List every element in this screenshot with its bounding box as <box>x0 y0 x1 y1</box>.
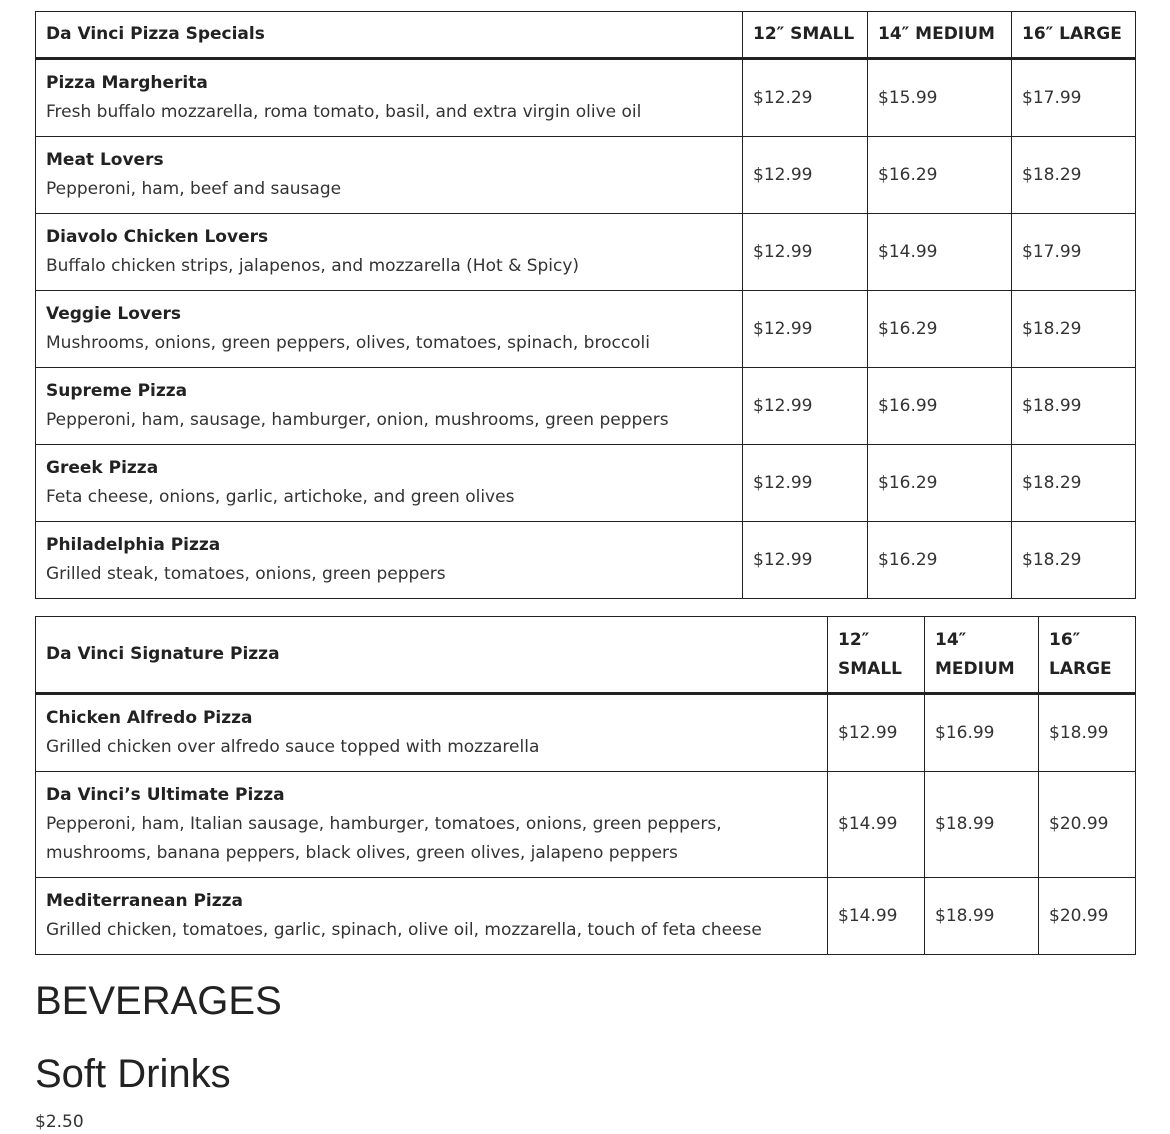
table-row <box>36 445 1136 522</box>
item-name: Philadelphia Pizza <box>46 535 221 555</box>
item-cell <box>36 137 743 214</box>
table-row <box>36 368 1136 445</box>
column-header-large: 16″ LARGE <box>1039 617 1136 694</box>
price-medium: $16.29 <box>868 137 1012 214</box>
price-large: $20.99 <box>1039 878 1136 955</box>
table-row <box>36 694 1136 772</box>
item-name: Da Vinci’s Ultimate Pizza <box>46 785 285 805</box>
item-cell <box>36 368 743 445</box>
item-description: Grilled steak, tomatoes, onions, green peppers <box>46 564 446 584</box>
table-header-row <box>36 12 1136 59</box>
item-description: Buffalo chicken strips, jalapenos, and mozzarella (Hot & Spicy) <box>46 256 580 276</box>
price-small: $12.99 <box>743 445 868 522</box>
price-small: $14.99 <box>828 878 925 955</box>
column-header-medium: 14″ MEDIUM <box>868 12 1012 59</box>
table-row <box>36 878 1136 955</box>
item-description: Pepperoni, ham, Italian sausage, hamburger, tomatoes, onions, green peppers, mushrooms, banana peppers, black olives, green olives, jalapeno peppers <box>46 814 722 863</box>
column-header-small: 12″ SMALL <box>828 617 925 694</box>
item-name: Chicken Alfredo Pizza <box>46 708 253 728</box>
item-name: Greek Pizza <box>46 458 159 478</box>
item-name: Supreme Pizza <box>46 381 188 401</box>
item-name: Meat Lovers <box>46 150 164 170</box>
item-cell <box>36 214 743 291</box>
price-large: $18.29 <box>1012 137 1136 214</box>
price-large: $20.99 <box>1039 772 1136 878</box>
item-name: Veggie Lovers <box>46 304 181 324</box>
item-description: Feta cheese, onions, garlic, artichoke, and green olives <box>46 487 515 507</box>
item-cell <box>36 878 828 955</box>
item-cell <box>36 772 828 878</box>
item-description: Pepperoni, ham, beef and sausage <box>46 179 342 199</box>
price-large: $18.99 <box>1012 368 1136 445</box>
price-medium: $16.99 <box>868 368 1012 445</box>
price-large: $18.29 <box>1012 445 1136 522</box>
price-large: $17.99 <box>1012 59 1136 137</box>
table-row <box>36 772 1136 878</box>
soft-drinks-heading: Soft Drinks <box>35 1052 231 1096</box>
specials-table <box>35 11 1136 599</box>
table-row <box>36 522 1136 599</box>
price-medium: $18.99 <box>925 772 1039 878</box>
table-header-row <box>36 617 1136 694</box>
price-small: $12.29 <box>743 59 868 137</box>
item-cell <box>36 445 743 522</box>
soft-drinks-price: $2.50 <box>35 1112 84 1132</box>
price-medium: $18.99 <box>925 878 1039 955</box>
price-small: $12.99 <box>828 694 925 772</box>
price-large: $18.99 <box>1039 694 1136 772</box>
table-row <box>36 137 1136 214</box>
price-small: $12.99 <box>743 214 868 291</box>
item-name: Pizza Margherita <box>46 73 208 93</box>
item-description: Mushrooms, onions, green peppers, olives, tomatoes, spinach, broccoli <box>46 333 651 353</box>
item-description: Fresh buffalo mozzarella, roma tomato, basil, and extra virgin olive oil <box>46 102 642 122</box>
price-medium: $16.29 <box>868 445 1012 522</box>
price-large: $17.99 <box>1012 214 1136 291</box>
item-cell <box>36 694 828 772</box>
item-description: Grilled chicken over alfredo sauce topped with mozzarella <box>46 737 540 757</box>
item-name: Diavolo Chicken Lovers <box>46 227 269 247</box>
price-medium: $16.29 <box>868 291 1012 368</box>
table-row <box>36 214 1136 291</box>
price-small: $12.99 <box>743 137 868 214</box>
signature-table <box>35 616 1136 955</box>
item-cell <box>36 291 743 368</box>
price-small: $12.99 <box>743 368 868 445</box>
table-row <box>36 291 1136 368</box>
price-medium: $16.99 <box>925 694 1039 772</box>
price-small: $12.99 <box>743 522 868 599</box>
beverages-heading: BEVERAGES <box>35 979 282 1023</box>
item-cell <box>36 59 743 137</box>
column-header-small: 12″ SMALL <box>743 12 868 59</box>
price-large: $18.29 <box>1012 522 1136 599</box>
table-title: Da Vinci Signature Pizza <box>36 617 828 694</box>
item-name: Mediterranean Pizza <box>46 891 244 911</box>
column-header-medium: 14″ MEDIUM <box>925 617 1039 694</box>
column-header-large: 16″ LARGE <box>1012 12 1136 59</box>
price-small: $12.99 <box>743 291 868 368</box>
item-description: Grilled chicken, tomatoes, garlic, spinach, olive oil, mozzarella, touch of feta cheese <box>46 920 762 940</box>
table-row <box>36 59 1136 137</box>
price-small: $14.99 <box>828 772 925 878</box>
price-medium: $16.29 <box>868 522 1012 599</box>
item-cell <box>36 522 743 599</box>
price-large: $18.29 <box>1012 291 1136 368</box>
table-title: Da Vinci Pizza Specials <box>36 12 743 59</box>
item-description: Pepperoni, ham, sausage, hamburger, onion, mushrooms, green peppers <box>46 410 669 430</box>
price-medium: $15.99 <box>868 59 1012 137</box>
price-medium: $14.99 <box>868 214 1012 291</box>
